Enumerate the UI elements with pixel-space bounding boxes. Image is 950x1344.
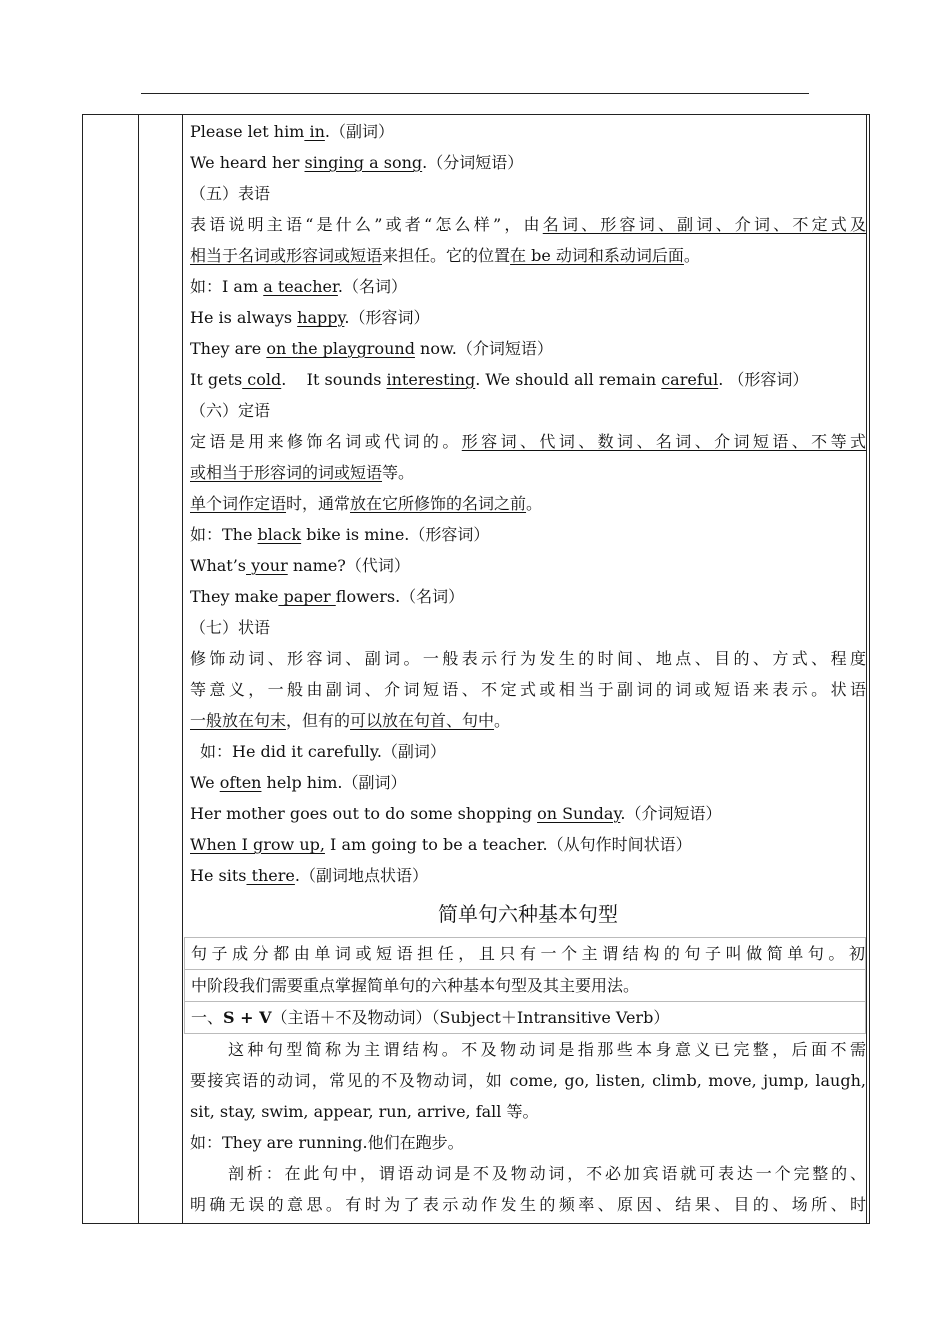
paragraph-line: 句子成分都由单词或短语担任，且只有一个主谓结构的句子叫做简单句。初 [184,937,866,970]
header-rule [141,93,809,94]
section-title: 简单句六种基本句型 [438,902,618,926]
section-heading-attributive: （六）定语 [190,401,271,420]
example-line: 如：I am a teacher.（名词） [190,277,407,296]
paragraph-line: 或相当于形容词的词或短语等。 [190,463,415,482]
example-line: What’s your name?（代词） [190,556,410,575]
example-line: Her mother goes out to do some shopping on Sunday.（介词短语） [190,804,722,823]
pattern-heading-sv: 一、S + V（主语＋不及物动词）（Subject＋Intransitive Verb） [184,1002,866,1034]
lesson-text [190,116,866,1220]
example-line: 如：They are running.他们在跑步。 [190,1133,464,1152]
paragraph-line: 定语是用来修饰名词或代词的。形容词、代词、数词、名词、介词短语、不等式 [190,432,866,451]
paragraph-line: 这种句型简称为主谓结构。不及物动词是指那些本身意义已完整，后面不需 [228,1040,866,1059]
paragraph-line: 要接宾语的动词，常见的不及物动词，如 come, go, listen, climb, move, jump, laugh, [190,1071,866,1090]
paragraph-line: 剖析：在此句中，谓语动词是不及物动词，不必加宾语就可表达一个完整的、 [228,1164,866,1183]
example-line: They make paper flowers.（名词） [190,587,465,606]
example-line: 如：He did it carefully.（副词） [200,742,446,761]
paragraph-line: 中阶段我们需要重点掌握简单句的六种基本句型及其主要用法。 [184,970,866,1002]
paragraph-line: 相当于名词或形容词或短语来担任。它的位置在 be 动词和系动词后面。 [190,246,700,265]
section-heading-adverbial: （七）状语 [190,618,271,637]
example-line: He is always happy.（形容词） [190,308,430,327]
example-line: Please let him in.（副词） [190,122,394,141]
example-line: When I grow up, I am going to be a teacher.（从句作时间状语） [190,835,692,854]
paragraph-line: 表语说明主语“是什么”或者“怎么样”，由名词、形容词、副词、介词、不定式及 [190,215,866,234]
paragraph-line: 明确无误的意思。有时为了表示动作发生的频率、原因、结果、目的、场所、时 [190,1195,866,1214]
paragraph-line: 单个词作定语时，通常放在它所修饰的名词之前。 [190,494,543,513]
example-line: 如：The black bike is mine.（形容词） [190,525,490,544]
example-line: He sits there.（副词地点状语） [190,866,428,885]
table-column-divider [182,115,183,1223]
example-line: It gets cold. It sounds interesting. We should all remain careful. （形容词） [190,370,809,389]
paragraph-line: sit, stay, swim, appear, run, arrive, fall 等。 [190,1102,539,1121]
example-line: They are on the playground now.（介词短语） [190,339,553,358]
table-column-divider [138,115,139,1223]
example-line: We heard her singing a song.（分词短语） [190,153,524,172]
section-heading-predicative: （五）表语 [190,184,271,203]
paragraph-line: 修饰动词、形容词、副词。一般表示行为发生的时间、地点、目的、方式、程度 [190,649,866,668]
paragraph-line: 等意义，一般由副词、介词短语、不定式或相当于副词的词或短语来表示。状语 [190,680,866,699]
example-line: We often help him.（副词） [190,773,407,792]
table-double-border [866,115,867,1223]
paragraph-line: 一般放在句末，但有的可以放在句首、句中。 [190,711,511,730]
